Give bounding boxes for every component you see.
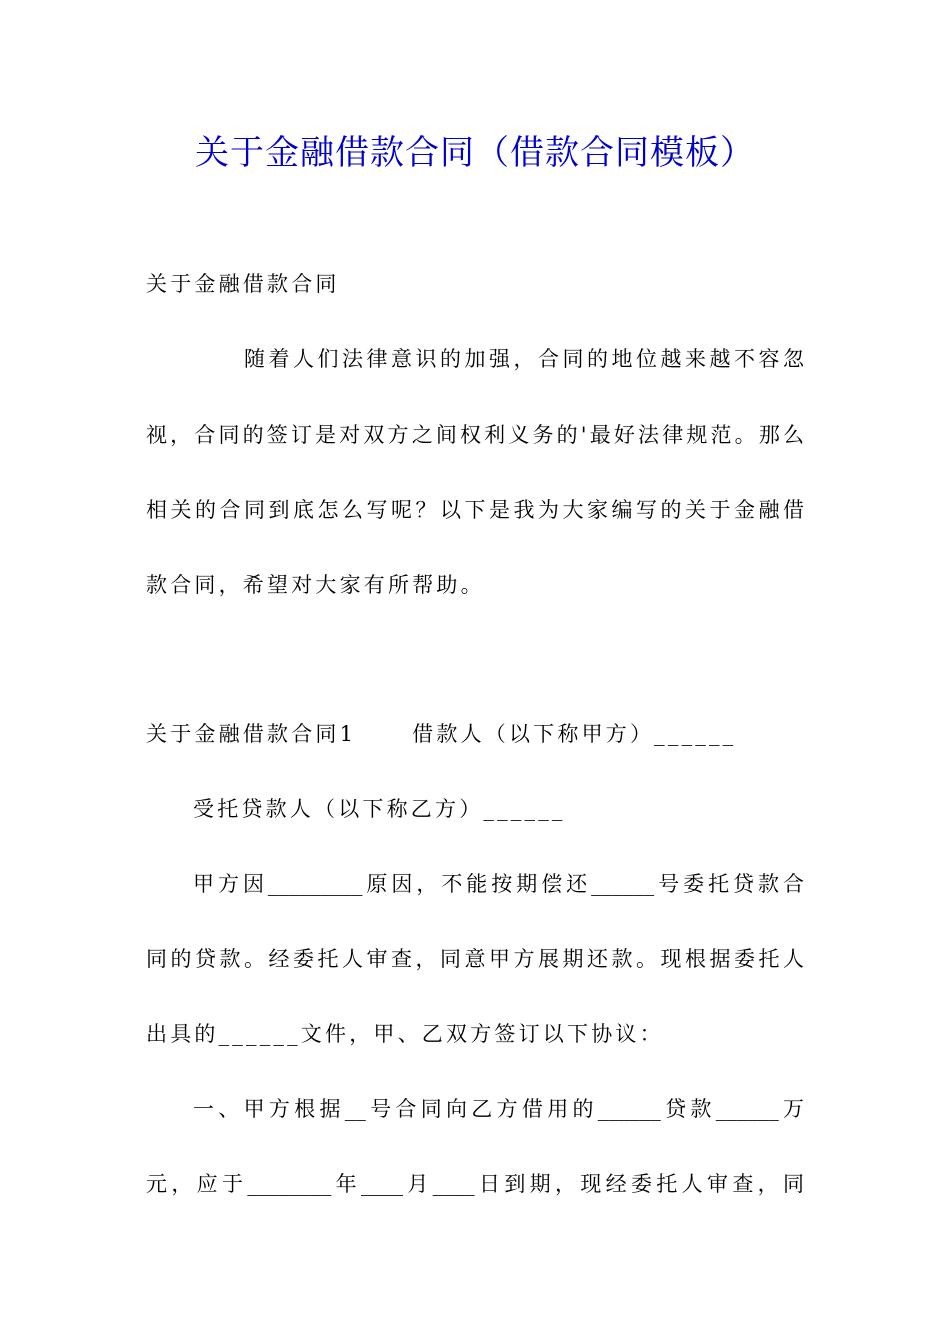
borrower-line: 借款人（以下称甲方）______ <box>412 722 737 746</box>
intro-line-4: 款合同，希望对大家有所帮助。 <box>146 573 485 597</box>
contract-line-5: 元，应于________年____月____日到期，现经委托人审查，同 <box>146 1172 804 1196</box>
contract-heading-row <box>146 716 736 752</box>
contract-line-1: 甲方因_________原因，不能按期偿还______号委托贷款合 <box>193 872 804 896</box>
contract-line-3: 出具的______文件，甲、乙双方签订以下协议： <box>146 1022 664 1046</box>
contract-heading: 关于金融借款合同1 <box>146 722 357 746</box>
contract-line-2: 同的贷款。经委托人审查，同意甲方展期还款。现根据委托人 <box>146 947 804 971</box>
lender-line: 受托贷款人（以下称乙方）______ <box>193 797 566 821</box>
contract-line-4: 一、甲方根据__号合同向乙方借用的______贷款______万 <box>193 1097 804 1121</box>
intro-line-2: 视，合同的签订是对双方之间权利义务的'最好法律规范。那么 <box>146 423 804 447</box>
document-title: 关于金融借款合同（借款合同模板） <box>195 133 755 173</box>
intro-heading: 关于金融借款合同 <box>146 272 340 296</box>
intro-line-1: 随着人们法律意识的加强，合同的地位越来越不容忽 <box>244 347 804 371</box>
intro-line-3: 相关的合同到底怎么写呢？以下是我为大家编写的关于金融借 <box>146 498 804 522</box>
